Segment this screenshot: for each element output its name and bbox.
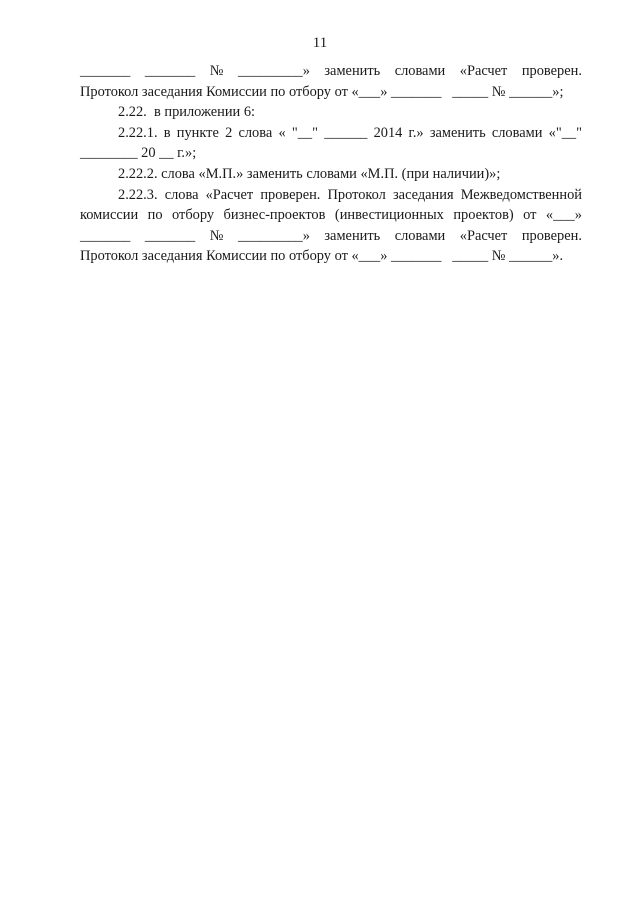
text-word: комиссии [80,207,139,224]
text-line [80,102,582,123]
text-word: проверен. [521,63,582,79]
text-word: словами [491,124,543,141]
text-line [80,143,582,164]
text-word: 2.22.3. [118,186,158,203]
text-word: отбору [172,207,215,224]
text-word: _______ [80,63,131,79]
text-word: «Расчет [459,227,508,244]
text-word: слова [238,124,273,141]
text-word: « [278,124,286,141]
text-word: _______ [80,227,131,244]
text-word: _______ [144,63,196,79]
text-word: _________» [237,227,310,244]
text-line-content: 2.22. в приложении 6: [118,104,256,121]
text-word: словами [394,63,446,79]
text-word: заменить [324,63,381,79]
text-word: _______ [144,227,196,244]
text-word: слова [164,186,199,203]
text-word: "__" [291,124,318,141]
text-word: заседания [393,186,454,203]
text-word: по [147,207,163,224]
text-line [80,226,582,247]
text-line [80,185,582,206]
text-word: проверен. [260,186,321,203]
text-line [80,164,582,185]
text-line [80,82,582,103]
text-word: № [209,227,224,244]
text-line [80,246,582,267]
text-word: «Расчет [205,186,254,203]
text-word: (инвестиционных [334,207,444,224]
text-line [80,205,582,226]
text-word: в [163,124,171,141]
text-word: пункте [176,124,219,141]
text-word: № [209,63,224,79]
text-line-content: Протокол заседания Комиссии по отбору от «___» _______ _____ № ______»; [80,83,564,100]
text-word: _________» [237,63,310,79]
text-line [80,61,582,82]
text-line-content: Протокол заседания Комиссии по отбору от «___» _______ _____ № ______». [80,248,564,265]
text-word: проверен. [521,227,582,244]
page-number: 11 [312,35,328,51]
text-word: Протокол [327,186,386,203]
text-word: «___» [545,207,582,224]
text-line-content: 2.22.2. слова «М.П.» заменить словами «М.П. (при наличии)»; [118,165,501,182]
text-word: Межведомственной [460,186,582,203]
text-word: от [523,207,537,224]
text-line [80,123,582,144]
text-word: 2014 [373,124,403,141]
text-word: бизнес-проектов [223,207,326,224]
text-word: проектов) [453,207,514,224]
text-word: ______ [324,124,368,141]
text-word: «"__" [548,124,582,141]
text-word: 2.22.1. [118,124,158,141]
text-word: заменить [429,124,486,141]
text-line-content: ________ 20 __ г.»; [80,145,197,162]
text-word: «Расчет [459,63,508,79]
text-word: г.» [408,124,424,141]
text-word: заменить [324,227,381,244]
text-word: словами [394,227,446,244]
text-word: 2 [225,124,233,141]
document-body [80,61,582,267]
